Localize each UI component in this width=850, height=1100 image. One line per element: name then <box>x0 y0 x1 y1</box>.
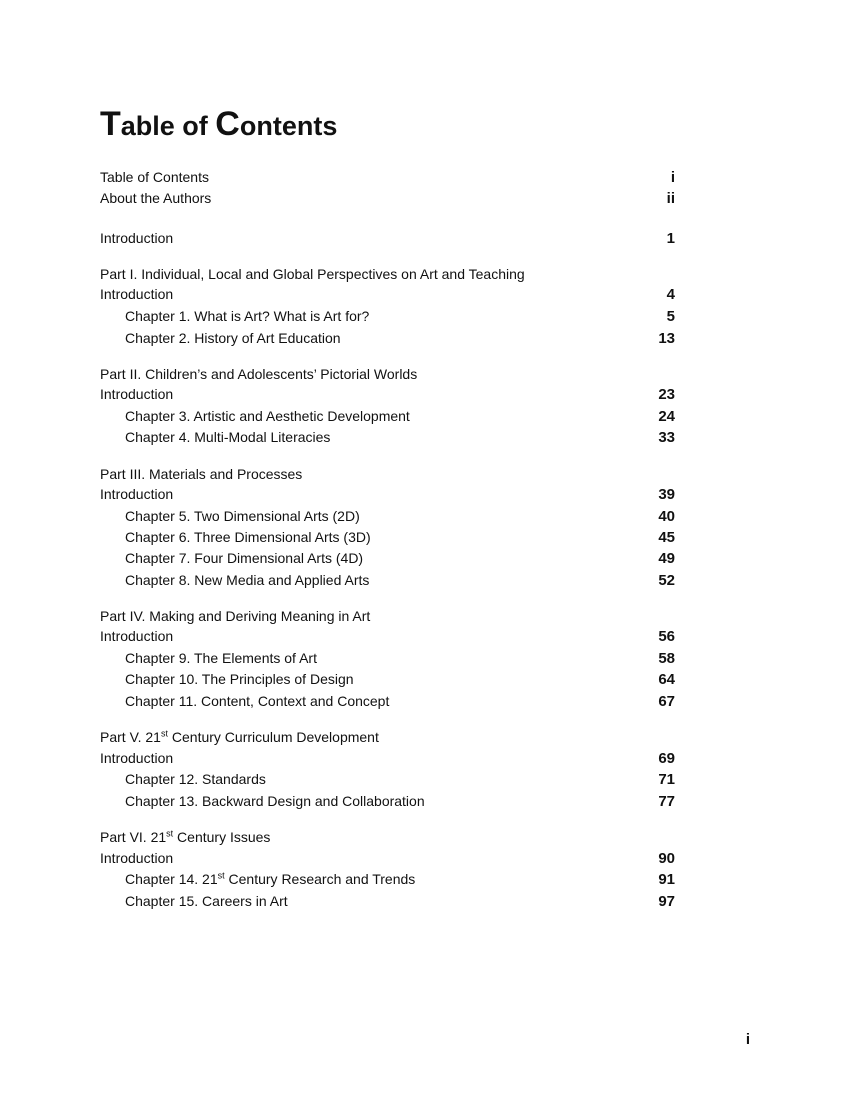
toc-entry-label: Chapter 3. Artistic and Aesthetic Development <box>125 408 410 424</box>
toc-entry-chapter-11[interactable] <box>100 691 675 712</box>
toc-part-heading <box>100 827 675 848</box>
toc-page-number: 69 <box>658 750 675 767</box>
title-initial: C <box>215 105 240 143</box>
toc-entry-label: Chapter 6. Three Dimensional Arts (3D) <box>125 529 371 545</box>
toc-entry-label: Introduction <box>100 850 174 866</box>
toc-entry-label-text: Chapter 14. 21 <box>125 871 218 887</box>
toc-entry-label: About the Authors <box>100 190 212 206</box>
toc-part-label: Part I. Individual, Local and Global Perspectives on Art and Teaching <box>100 266 525 282</box>
toc-entry-chapter-8[interactable] <box>100 570 675 591</box>
toc-entry-label: Chapter 15. Careers in Art <box>125 893 288 909</box>
toc-entry-chapter-10[interactable] <box>100 669 675 690</box>
toc-part-label: Part IV. Making and Deriving Meaning in Art <box>100 608 371 624</box>
toc-page-number: 13 <box>658 330 675 347</box>
toc-entry-label: Chapter 2. History of Art Education <box>125 330 341 346</box>
ordinal-suffix: st <box>217 870 225 881</box>
toc-entry-chapter-3[interactable] <box>100 406 675 427</box>
toc-entry-chapter-6[interactable] <box>100 527 675 548</box>
toc-page-number: 90 <box>658 850 675 867</box>
toc-entry-part5-introduction[interactable] <box>100 748 675 769</box>
toc-page-number: 49 <box>658 550 675 567</box>
toc-page-number: 67 <box>658 693 675 710</box>
toc-page-number: 52 <box>658 572 675 589</box>
toc-entry-label: Chapter 9. The Elements of Art <box>125 650 317 666</box>
toc-page-number: 33 <box>658 429 675 446</box>
toc-page-number: 64 <box>658 671 675 688</box>
toc-entry-label: Table of Contents <box>100 169 209 185</box>
toc-entry-part4-introduction[interactable] <box>100 626 675 647</box>
toc-page-number: 24 <box>658 408 675 425</box>
toc-part-label: Part III. Materials and Processes <box>100 466 303 482</box>
toc-entry-label: Chapter 10. The Principles of Design <box>125 671 354 687</box>
toc-entry-label: Chapter 13. Backward Design and Collaboration <box>125 793 425 809</box>
toc-entry-label: Introduction <box>100 230 174 246</box>
toc-entry-chapter-1[interactable] <box>100 306 675 327</box>
toc-part-heading <box>100 464 675 485</box>
title-text: ontents <box>239 111 338 141</box>
toc-part-label-text: Part VI. 21 <box>100 829 167 845</box>
toc-entry-part2-introduction[interactable] <box>100 384 675 405</box>
toc-entry-chapter-5[interactable] <box>100 506 675 527</box>
toc-page-number: 97 <box>658 893 675 910</box>
toc-entry-table-of-contents[interactable] <box>100 167 675 188</box>
page-title <box>100 104 337 146</box>
toc-part-heading <box>100 727 675 748</box>
toc-page-number: 39 <box>658 486 675 503</box>
toc-part-heading <box>100 606 675 627</box>
toc-entry-label: Introduction <box>100 750 174 766</box>
ordinal-suffix: st <box>166 828 174 839</box>
title-initial: T <box>100 105 121 143</box>
toc-part-label: Part II. Children’s and Adolescents’ Pictorial Worlds <box>100 366 418 382</box>
toc-entry-label-text: Century Research and Trends <box>224 871 416 887</box>
toc-entry-introduction[interactable] <box>100 228 675 249</box>
page-number: i <box>745 1031 750 1048</box>
toc-entry-label: Chapter 7. Four Dimensional Arts (4D) <box>125 550 364 566</box>
toc-page-number: 23 <box>658 386 675 403</box>
toc-page-number: i <box>670 169 675 186</box>
toc-page-number: 4 <box>666 286 675 303</box>
toc-part-label <box>100 727 379 748</box>
toc-page-number: 91 <box>658 871 675 888</box>
toc-part-heading <box>100 364 675 385</box>
toc-entry-part6-introduction[interactable] <box>100 848 675 869</box>
toc-entry-chapter-9[interactable] <box>100 648 675 669</box>
toc-entry-chapter-15[interactable] <box>100 891 675 912</box>
ordinal-suffix: st <box>160 728 168 739</box>
toc-page-number: 1 <box>666 230 675 247</box>
toc-entry-about-authors[interactable] <box>100 188 675 209</box>
toc-entry-chapter-2[interactable] <box>100 328 675 349</box>
toc-part-label <box>100 827 270 848</box>
toc-entry-chapter-7[interactable] <box>100 548 675 569</box>
toc-entry-part1-introduction[interactable] <box>100 284 675 305</box>
toc-page-number: 56 <box>658 628 675 645</box>
toc-entry-label: Chapter 5. Two Dimensional Arts (2D) <box>125 508 360 524</box>
toc-part-label-text: Part V. 21 <box>100 729 161 745</box>
toc-part-label-text: Century Curriculum Development <box>168 729 379 745</box>
title-text: able of <box>120 111 216 141</box>
toc-entry-label: Introduction <box>100 628 174 644</box>
toc-entry-label: Introduction <box>100 386 174 402</box>
toc-entry-label: Chapter 12. Standards <box>125 771 266 787</box>
toc-entry-label: Chapter 11. Content, Context and Concept <box>125 693 390 709</box>
toc-entry-label <box>125 869 415 890</box>
toc-entry-label: Chapter 4. Multi-Modal Literacies <box>125 429 331 445</box>
toc-entry-label: Introduction <box>100 286 174 302</box>
toc-entry-chapter-12[interactable] <box>100 769 675 790</box>
toc-part-label-text: Century Issues <box>173 829 271 845</box>
toc-entry-chapter-4[interactable] <box>100 427 675 448</box>
toc-entry-chapter-13[interactable] <box>100 791 675 812</box>
toc-page-number: 40 <box>658 508 675 525</box>
toc-part-heading <box>100 264 675 285</box>
toc-entry-label: Introduction <box>100 486 174 502</box>
toc-page-number: 5 <box>666 308 675 325</box>
toc-entry-part3-introduction[interactable] <box>100 484 675 505</box>
toc-entry-label: Chapter 1. What is Art? What is Art for? <box>125 308 370 324</box>
toc-entry-chapter-14[interactable] <box>100 869 675 890</box>
toc-page-number: 45 <box>658 529 675 546</box>
toc-page-number: 71 <box>658 771 675 788</box>
toc-page-number: 58 <box>658 650 675 667</box>
toc-entry-label: Chapter 8. New Media and Applied Arts <box>125 572 370 588</box>
toc-page-number: ii <box>666 190 675 207</box>
toc-page-number: 77 <box>658 793 675 810</box>
